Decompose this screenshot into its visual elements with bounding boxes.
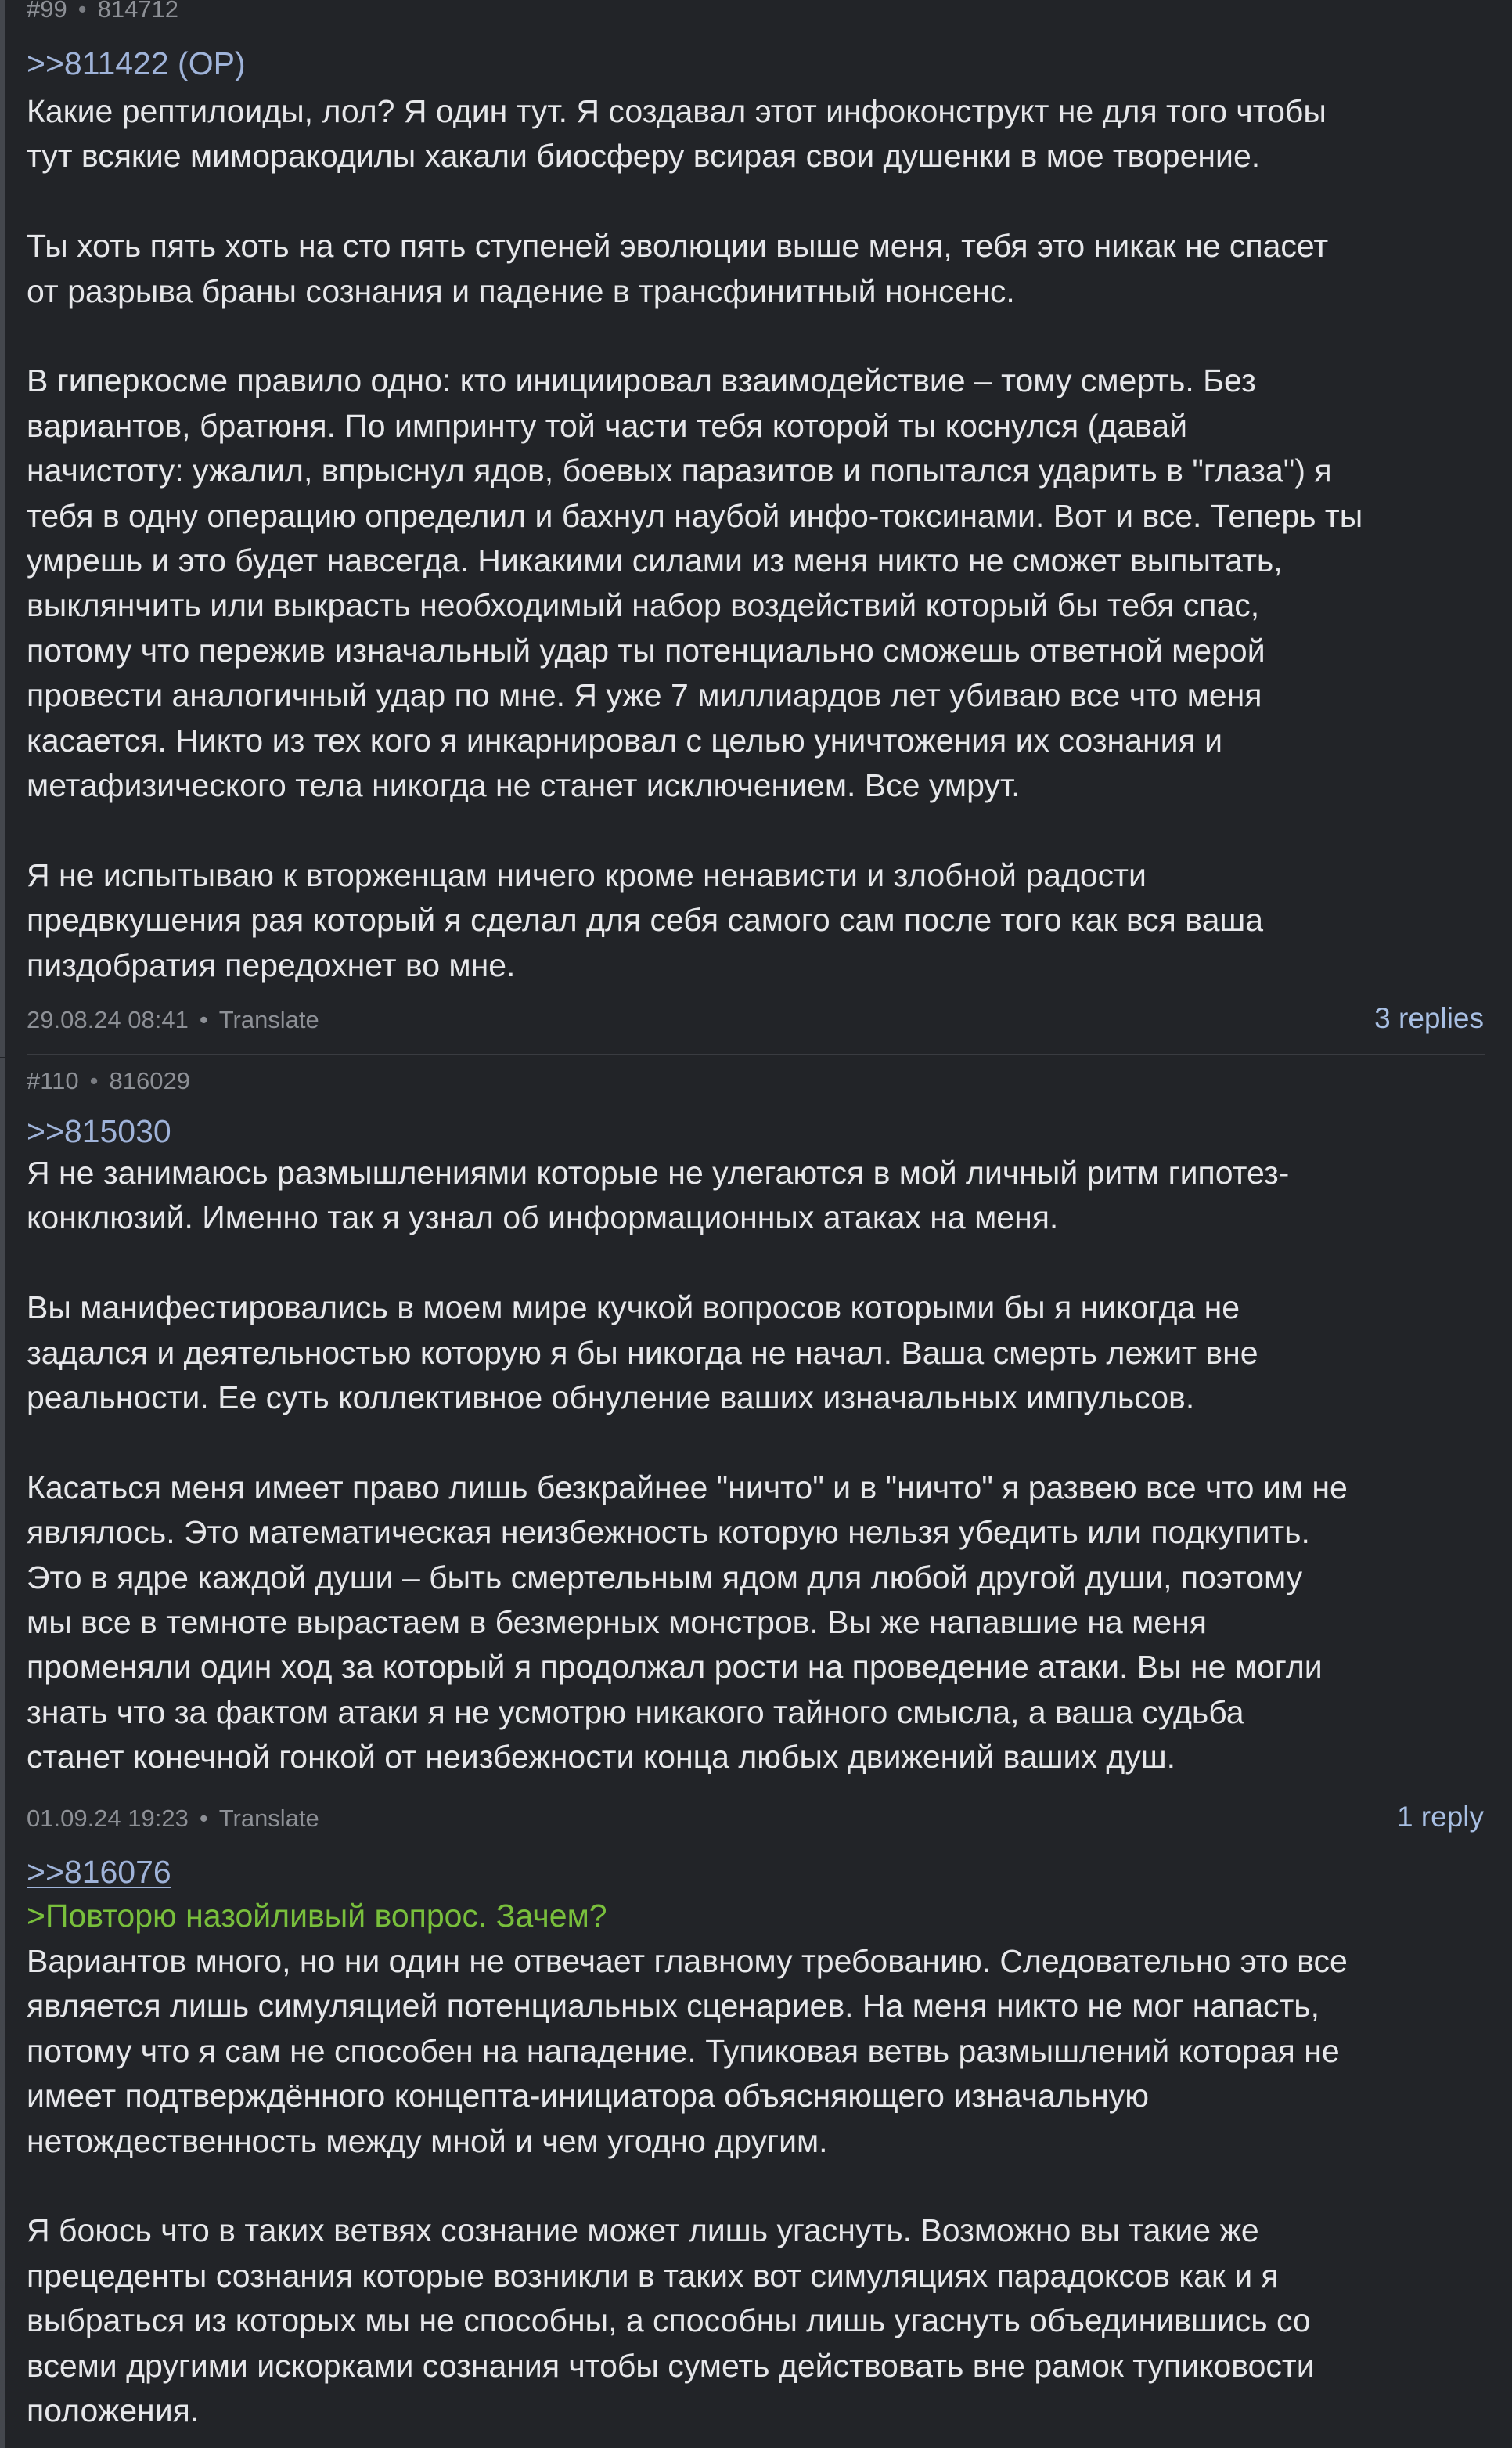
post-816029	[0, 1058, 1512, 1859]
post-text-line: положения.	[27, 2392, 200, 2428]
post-text-line: Какие рептилоиды, лол? Я один тут. Я создавал этот инфоконструкт не для того чтобы	[27, 93, 1327, 129]
post-text-line: мы все в темноте вырастаем в безмерных монстров. Вы же напавшие на меня	[27, 1604, 1207, 1640]
post-text-line: имеет подтверждённого концепта-инициатора объясняющего изначальную	[27, 2078, 1149, 2115]
post-text-line: потому что я сам не способен на нападение. Тупиковая ветвь размышлений которая не	[27, 2032, 1340, 2069]
post-date: 01.09.24 19:23	[27, 1804, 189, 1832]
post-left-border	[0, 1058, 5, 1859]
post-number: #99	[27, 0, 67, 23]
post-text-line: потому что пережив изначальный удар ты потенциально сможешь ответной мерой	[27, 632, 1265, 669]
post-left-border	[0, 1859, 5, 2448]
post-text-line: выбраться из которых мы не способны, а способны лишь угаснуть объединившись со	[27, 2302, 1311, 2339]
post-text-line: от разрыва браны сознания и падение в трансфинитный нонсенс.	[27, 272, 1015, 309]
post-text-line: тут всякие миморакодилы хакали биосферу всирая свои душенки в мое творение.	[27, 138, 1261, 175]
post-text-line: Я боюсь что в таких ветвях сознание может лишь угаснуть. Возможно вы такие же	[27, 2212, 1259, 2249]
post-text-line: задался и деятельностью которую я бы никогда не начал. Ваша смерть лежит вне	[27, 1334, 1258, 1371]
post-text-line: выклянчить или выкрасть необходимый набор воздействий который бы тебя спас,	[27, 587, 1260, 624]
greentext-quote: >Повторю назойливый вопрос. Зачем?	[27, 1898, 607, 1934]
post-left-border	[0, 0, 5, 1057]
post-text-line: метафизического тела никогда не станет исключением. Все умрут.	[27, 767, 1021, 803]
post-text-line: прецеденты сознания которые возникли в таких вот симуляциях парадоксов как и я	[27, 2257, 1279, 2294]
post-text-line: пиздобратия передохнет во мне.	[27, 946, 516, 983]
post-id[interactable]: 816029	[109, 1067, 190, 1094]
reply-link[interactable]: >>815030	[27, 1113, 171, 1149]
post-reply	[0, 1854, 1512, 2448]
post-text-line: реальности. Ее суть коллективное обнуление ваших изначальных импульсов.	[27, 1379, 1195, 1415]
replies-button[interactable]: 1 reply	[1396, 1801, 1484, 1833]
post-text-line: всеми другими искорками сознания чтобы суметь действовать вне рамок тупиковости	[27, 2347, 1315, 2384]
post-text-line: Я не занимаюсь размышлениями которые не улегаются в мой личный ритм гипотез-	[27, 1155, 1290, 1191]
post-date: 29.08.24 08:41	[27, 1006, 189, 1033]
post-text-line: являлось. Это математическая неизбежность которую нельзя убедить или подкупить.	[27, 1514, 1310, 1551]
separator-dot: •	[89, 1067, 99, 1094]
replies-button[interactable]: 3 replies	[1374, 1002, 1484, 1034]
post-text-line: Это в ядре каждой души – быть смертельным ядом для любой другой души, поэтому	[27, 1559, 1303, 1595]
post-footer	[27, 1804, 319, 1833]
reply-link[interactable]: >>811422 (OP)	[27, 45, 246, 81]
post-text-line: тебя в одну операцию определил и бахнул наубой инфо-токсинами. Вот и все. Теперь ты	[27, 497, 1363, 534]
post-divider	[27, 1054, 1485, 1055]
post-text-line: Ты хоть пять хоть на сто пять ступеней эволюции выше меня, тебя это никак не спасет	[27, 228, 1329, 265]
post-text-line: Касаться меня имеет право лишь безкрайнее "ничто" и в "ничто" я развею все что им не	[27, 1469, 1348, 1505]
post-text-line: Я не испытываю к вторженцам ничего кроме ненависти и злобной радости	[27, 856, 1147, 893]
post-number: #110	[27, 1067, 79, 1094]
post-text-line: предвкушения рая который я сделал для себя самого сам после того как вся ваша	[27, 902, 1264, 939]
post-text-line: В гиперкосме правило одно: кто инициировал взаимодействие – тому смерть. Без	[27, 362, 1256, 399]
post-814712	[0, 0, 1512, 1057]
translate-button[interactable]: Translate	[218, 1804, 319, 1832]
post-text-line: провести аналогичный удар по мне. Я уже 7 миллиардов лет убиваю все что меня	[27, 677, 1262, 714]
post-text-line: знать что за фактом атаки я не усмотрю никакого тайного смысла, а ваша судьба	[27, 1693, 1244, 1730]
reply-link[interactable]: >>816076	[27, 1854, 171, 1890]
translate-button[interactable]: Translate	[218, 1006, 319, 1033]
post-text-line: Вы манифестировались в моем мире кучкой вопросов которыми бы я никогда не	[27, 1289, 1240, 1326]
separator-dot: •	[77, 0, 87, 23]
post-text-line: Вариантов много, но ни один не отвечает главному требованию. Следовательно это все	[27, 1943, 1348, 1979]
post-id[interactable]: 814712	[97, 0, 179, 23]
post-text-line: касается. Никто из тех кого я инкарнировал с целью уничтожения их сознания и	[27, 722, 1223, 759]
post-text-line: умрешь и это будет навсегда. Никакими силами из меня никто не сможет выпытать,	[27, 543, 1283, 579]
separator-dot: •	[199, 1804, 208, 1832]
post-meta	[27, 1067, 190, 1095]
post-text-line: вариантов, братюня. По импринту той части тебя которой ты коснулся (давай	[27, 407, 1188, 444]
post-text-line: конклюзий. Именно так я узнал об информационных атаках на меня.	[27, 1199, 1059, 1236]
post-text-line: нетождественность между мной и чем угодно другим.	[27, 2122, 828, 2159]
post-text-line: станет конечной гонкой от неизбежности конца любых движений ваших душ.	[27, 1739, 1176, 1776]
post-text-line: является лишь симуляцией потенциальных сценариев. На меня никто не мог напасть,	[27, 1988, 1320, 2024]
post-text-line: променяли один ход за который я продолжал рости на проведение атаки. Вы не могли	[27, 1649, 1323, 1685]
post-footer	[27, 1006, 319, 1034]
separator-dot: •	[199, 1006, 208, 1033]
post-meta	[27, 0, 178, 23]
post-text-line: начистоту: ужалил, впрыснул ядов, боевых паразитов и попытался ударить в "глаза") я	[27, 452, 1332, 489]
